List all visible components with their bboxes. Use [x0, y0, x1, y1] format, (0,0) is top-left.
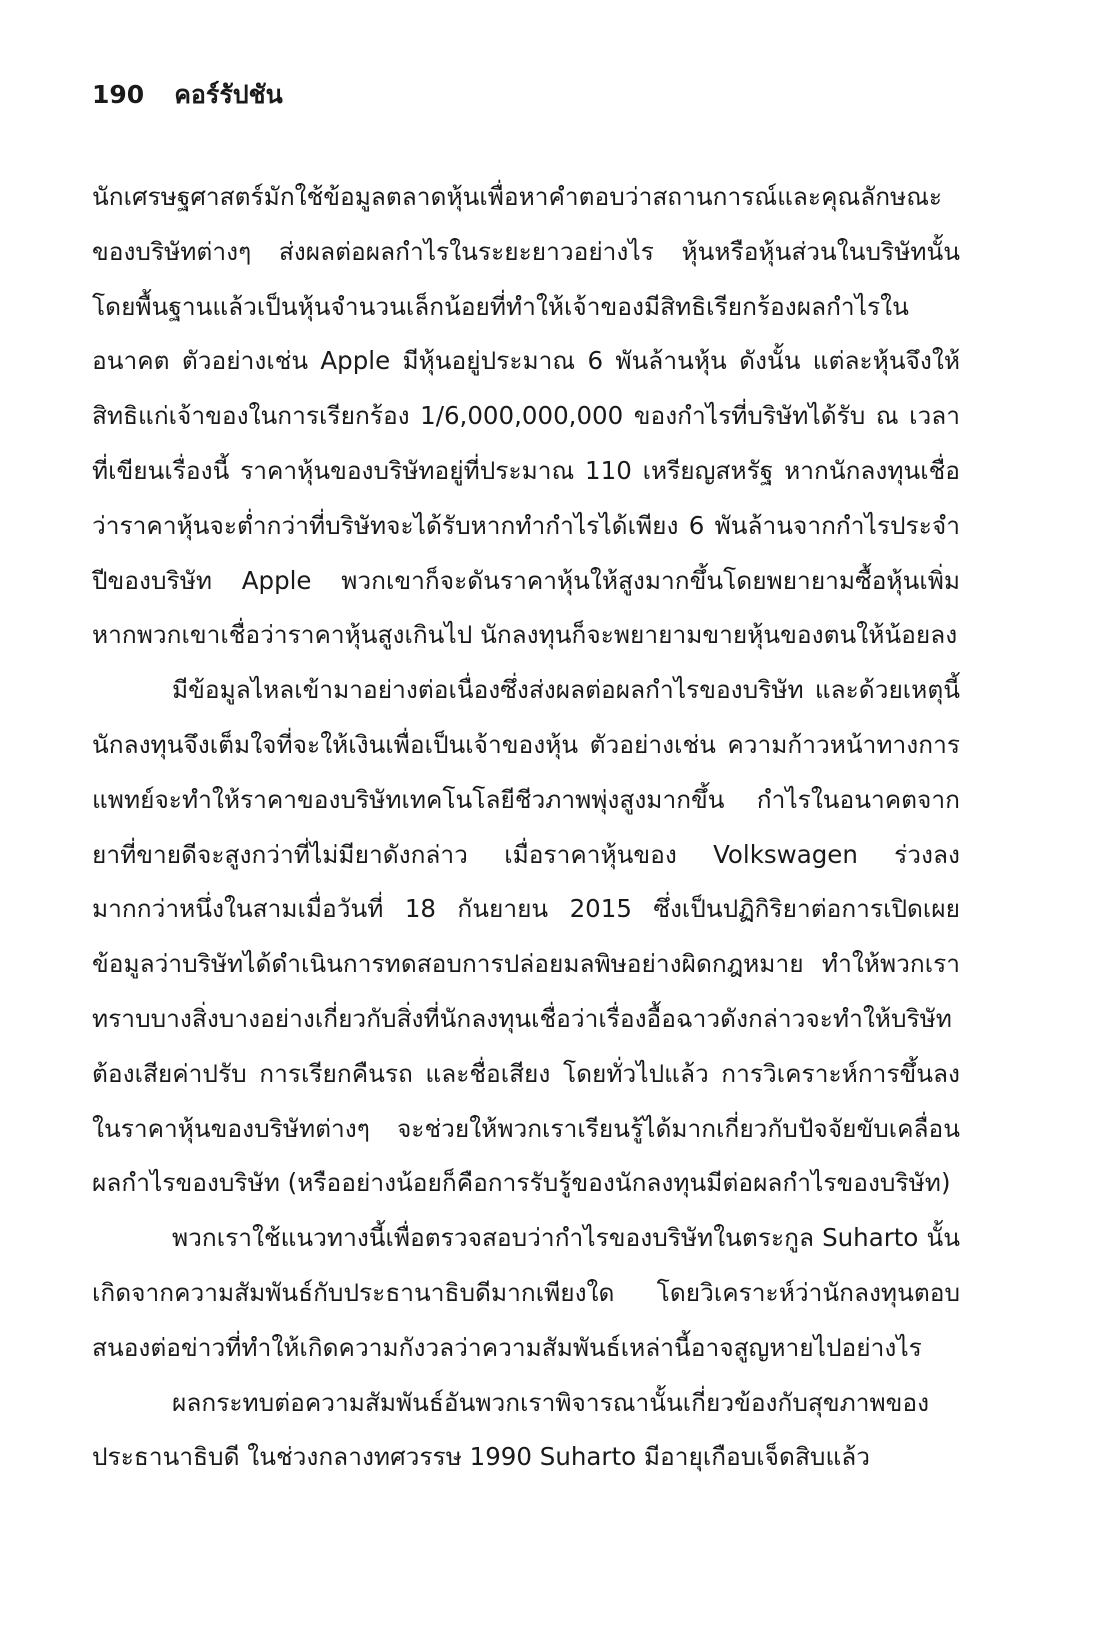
page-number: 190	[92, 80, 145, 109]
paragraph-4: ผลกระทบต่อความสัมพันธ์อันพวกเราพิจารณานั้นเกี่ยวข้องกับสุขภาพของประธานาธิบดี ในช่วงกลางทศวรรษ 1990 Suharto มีอายุเกือบเจ็ดสิบแล้ว	[92, 1387, 930, 1472]
paragraph-1: นักเศรษฐศาสตร์มักใช้ข้อมูลตลาดหุ้นเพื่อหาคำตอบว่าสถานการณ์และคุณลักษณะของบริษัทต่างๆ ส่งผลต่อผลกำไรในระยะยาวอย่างไร หุ้นหรือหุ้นส่วนในบริษัทนั้นโดยพื้นฐานแล้วเป็นหุ้นจำนวนเล็กน้อยที่ทำให้เจ้าของมีสิทธิเรียกร้องผลกำไรในอนาคต ตัวอย่างเช่น Apple มีหุ้นอยู่ประมาณ 6 พันล้านหุ้น ดังนั้น แต่ละหุ้นจึงให้สิทธิแก่เจ้าของในการเรียกร้อง 1/6,000,000,000 ของกำไรที่บริษัทได้รับ ณ เวลาที่เขียนเรื่องนี้ ราคาหุ้นของบริษัทอยู่ที่ประมาณ 110 เหรียญสหรัฐ หากนักลงทุนเชื่อว่าราคาหุ้นจะต่ำกว่าที่บริษัทจะได้รับหากทำกำไรได้เพียง 6 พันล้านจากกำไรประจำปีของบริษัท Apple พวกเขาก็จะดันราคาหุ้นให้สูงมากขึ้นโดยพยายามซื้อหุ้นเพิ่ม หากพวกเขาเชื่อว่าราคาหุ้นสูงเกินไป นักลงทุนก็จะพยายามขายหุ้นของตนให้น้อยลง	[92, 182, 960, 650]
paragraph-2: มีข้อมูลไหลเข้ามาอย่างต่อเนื่องซึ่งส่งผลต่อผลกำไรของบริษัท และด้วยเหตุนี้นักลงทุนจึงเต็มใจที่จะให้เงินเพื่อเป็นเจ้าของหุ้น ตัวอย่างเช่น ความก้าวหน้าทางการแพทย์จะทำให้ราคาของบริษัทเทคโนโลยีชีวภาพพุ่งสูงมากขึ้น กำไรในอนาคตจากยาที่ขายดีจะสูงกว่าที่ไม่มียาดังกล่าว เมื่อราคาหุ้นของ Volkswagen ร่วงลงมากกว่าหนึ่งในสามเมื่อวันที่ 18 กันยายน 2015 ซึ่งเป็นปฏิกิริยาต่อการเปิดเผยข้อมูลว่าบริษัทได้ดำเนินการทดสอบการปล่อยมลพิษอย่างผิดกฎหมาย ทำให้พวกเราทราบบางสิ่งบางอย่างเกี่ยวกับสิ่งที่นักลงทุนเชื่อว่าเรื่องอื้อฉาวดังกล่าวจะทำให้บริษัทต้องเสียค่าปรับ การเรียกคืนรถ และชื่อเสียง โดยทั่วไปแล้ว การวิเคราะห์การขึ้นลงในราคาหุ้นของบริษัทต่างๆ จะช่วยให้พวกเราเรียนรู้ได้มากเกี่ยวกับปัจจัยขับเคลื่อนผลกำไรของบริษัท (หรืออย่างน้อยก็คือการรับรู้ของนักลงทุนมีต่อผลกำไรของบริษัท)	[92, 675, 960, 1198]
running-header	[92, 78, 283, 112]
paragraph-3: พวกเราใช้แนวทางนี้เพื่อตรวจสอบว่ากำไรของบริษัทในตระกูล Suharto นั้นเกิดจากความสัมพันธ์กับประธานาธิบดีมากเพียงใด โดยวิเคราะห์ว่านักลงทุนตอบสนองต่อข่าวที่ทำให้เกิดความกังวลว่าความสัมพันธ์เหล่านี้อาจสูญหายไปอย่างไร	[92, 1223, 960, 1362]
body-text	[92, 170, 960, 1485]
running-title: คอร์รัปชัน	[174, 80, 283, 109]
